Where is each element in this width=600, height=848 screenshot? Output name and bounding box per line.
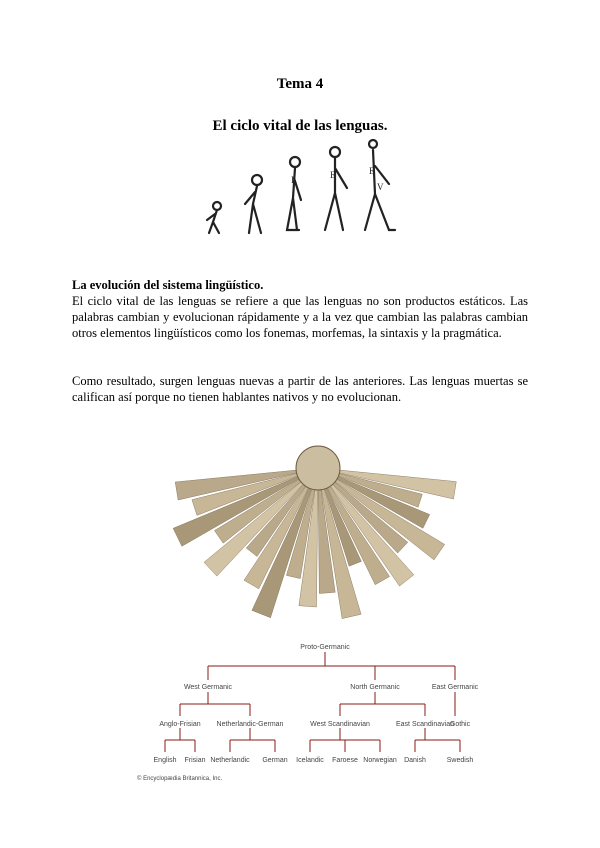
svg-text:E: E (369, 166, 375, 176)
fan-center-disc (296, 446, 340, 490)
tree-leaf: Icelandic (296, 757, 324, 764)
tree-leaf: Danish (404, 757, 426, 764)
paragraph-1: El ciclo vital de las lenguas se refiere a que las lenguas no son productos estáticos. Las palabras cambian y evolucionan rápidamente y a la vez que cambian las palabras cambian otros elementos lingüísticos como los fonemas, morfemas, la sintaxis y la pragmática. (72, 294, 528, 340)
paragraph-2: Como resultado, surgen lenguas nuevas a partir de las anteriores. Las lenguas muertas se califican así porque no tienen hablantes nativos y no evolucionan. (72, 374, 528, 404)
svg-text:V: V (377, 182, 384, 192)
evolution-illustration (195, 138, 410, 238)
tree-leaf: Swedish (446, 757, 474, 764)
tree-branch: West Germanic (183, 684, 233, 691)
svg-text:E: E (330, 170, 336, 180)
tree-leaf: Netherlandic (210, 757, 250, 764)
germanic-language-tree (135, 640, 505, 790)
svg-text:I: I (291, 175, 294, 185)
tree-credit: © Encyclopædia Britannica, Inc. (137, 776, 223, 782)
page-subtitle: El ciclo vital de las lenguas. (212, 118, 388, 134)
tree-subbranch: West Scandinavian (310, 721, 370, 728)
section-heading: La evolución del sistema lingüístico. (72, 278, 264, 292)
tree-subbranch: Gothic (449, 721, 471, 728)
language-family-fan-chart (168, 420, 468, 620)
tree-leaf: Faroese (332, 757, 358, 764)
tree-branch: North Germanic (350, 684, 400, 691)
tree-leaf: Frisian (184, 757, 206, 764)
tree-leaf: Norwegian (363, 757, 397, 764)
tree-branch: East Germanic (431, 684, 479, 691)
tree-root: Proto-Germanic (300, 644, 350, 651)
tree-leaf: German (262, 757, 288, 764)
tree-subbranch: Netherlandic-German (216, 721, 284, 728)
tree-subbranch: Anglo-Frisian (159, 721, 201, 728)
tree-subbranch: East Scandinavian (396, 721, 454, 728)
tree-leaf: English (153, 757, 177, 764)
page-title: Tema 4 (276, 76, 324, 92)
